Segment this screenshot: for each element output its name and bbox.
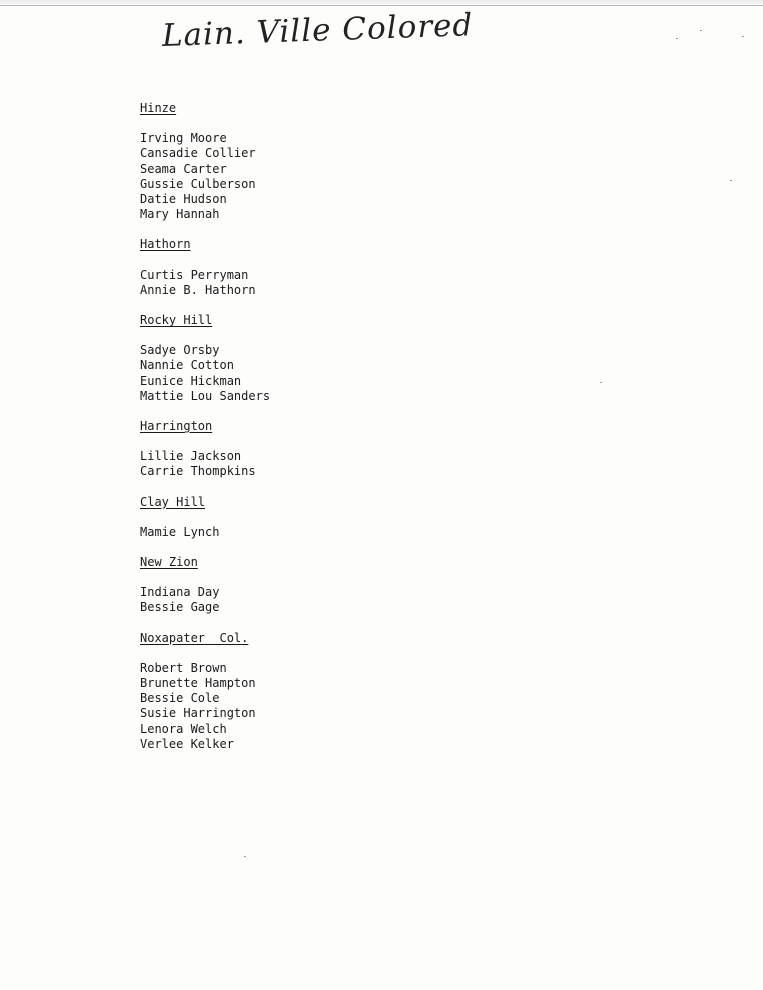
section-heading: Clay Hill [140,494,206,509]
section-heading: New Zion [140,555,198,570]
name-entry: Sadye Orsby [140,343,220,358]
name-entry: Eunice Hickman [140,373,242,388]
name-entry: Lenora Welch [140,721,227,736]
section-heading: Rocky Hill [140,313,213,328]
name-list [140,449,270,479]
name-entry: Indiana Day [140,585,220,600]
name-entry: Lillie Jackson [140,449,242,464]
scan-speck [600,382,602,383]
name-entry: Carrie Thompkins [140,464,256,479]
name-entry: Nannie Cotton [140,358,234,373]
name-entry: Bessie Cole [140,691,220,706]
name-entry: Datie Hudson [140,192,227,207]
name-entry: Irving Moore [140,131,227,146]
name-list [140,525,270,540]
name-entry: Annie B. Hathorn [140,282,256,297]
name-entry: Mary Hannah [140,207,220,222]
name-entry: Mattie Lou Sanders [140,388,271,403]
section-noxapater-col [140,631,270,752]
name-entry: Mamie Lynch [140,524,220,539]
handwritten-title: Lain. Ville Colored [161,7,474,54]
name-list [140,131,270,222]
name-entry: Gussie Culberson [140,176,256,191]
name-list [140,343,270,404]
name-entry: Robert Brown [140,660,227,675]
name-list [140,585,270,615]
scan-speck [676,38,678,39]
name-entry: Verlee Kelker [140,736,234,751]
name-entry: Bessie Gage [140,600,220,615]
name-entry: Curtis Perryman [140,267,249,282]
section-heading: Noxapater Col. [140,630,249,645]
scan-speck [244,856,246,857]
scan-speck [730,180,732,181]
name-list [140,268,270,298]
scan-speck [700,30,702,31]
name-entry: Susie Harrington [140,706,256,721]
section-new-zion [140,555,270,616]
name-entry: Seama Carter [140,161,227,176]
section-heading: Hinze [140,101,177,115]
section-heading: Hathorn [140,237,191,252]
scan-speck [742,36,744,37]
name-entry: Brunette Hampton [140,676,256,691]
name-entry: Cansadie Collier [140,146,256,161]
name-list [140,661,270,752]
section-heading: Harrington [140,419,213,434]
roster-list [140,101,270,767]
section-rocky-hill [140,313,270,404]
section-clay-hill [140,495,270,540]
scan-top-edge [0,0,763,6]
section-hathorn [140,237,270,298]
section-harrington [140,419,270,480]
section-hinze [140,101,270,222]
